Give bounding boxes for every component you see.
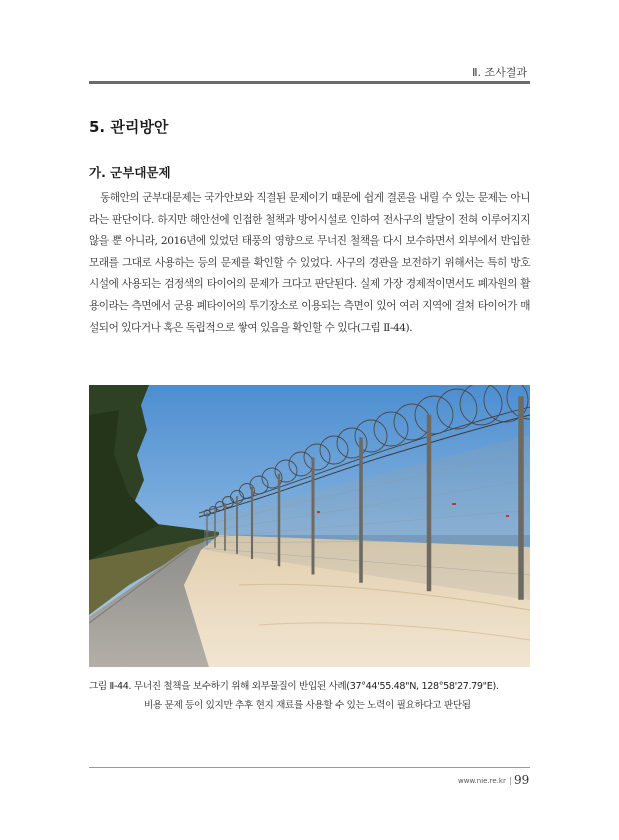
figure-caption xyxy=(89,677,535,715)
caption-line-2: 비용 문제 등이 있지만 추후 현지 재료를 사용할 수 있는 노력이 필요하다고 판단됨 xyxy=(144,700,471,711)
caption-line-1: 그림 Ⅱ-44. 무너진 철책을 보수하기 위해 외부물질이 반입된 사례(37°44'55.48"N, 128°58'27.79"E). xyxy=(89,681,499,692)
section-title: 5. 관리방안 xyxy=(89,118,169,136)
chapter-header: Ⅱ. 조사결과 xyxy=(472,66,527,79)
footer-rule xyxy=(89,767,530,768)
footer-url: www.nie.re.kr xyxy=(458,777,506,785)
body-paragraph: 동해안의 군부대문제는 국가안보와 직결된 문제이기 때문에 쉽게 결론을 내릴 수 있는 문제는 아니라는 판단이다. 하지만 해안선에 인접한 철책과 방어시설로 인하여 전사구의 발달이 전혀 이루어지지 않을 뿐 아니라, 2016년에 있었던 태풍의 영향으로 무너진 철책을 다시 보수하면서 외부에서 반입한 모래를 그대로 사용하는 등의 문제를 확인할 수 있었다. 사구의 경관을 보전하기 위해서는 특히 방호시설에 사용되는 검정색의 타이어의 문제가 크다고 판단된다. 실제 가장 경제적이면서도 폐자원의 활용이라는 측면에서 군용 폐타이어의 투기장소로 이용되는 측면이 있어 여러 지역에 걸쳐 타이어가 매설되어 있다거나 혹은 독립적으로 쌓여 있음을 확인할 수 있다(그림 Ⅱ-44). xyxy=(89,192,530,334)
figure-photo xyxy=(89,385,530,667)
page-number: 99 xyxy=(514,773,530,787)
footer-separator: | xyxy=(509,776,512,785)
subsection-title: 가. 군부대문제 xyxy=(89,165,171,180)
header-rule xyxy=(89,81,530,84)
